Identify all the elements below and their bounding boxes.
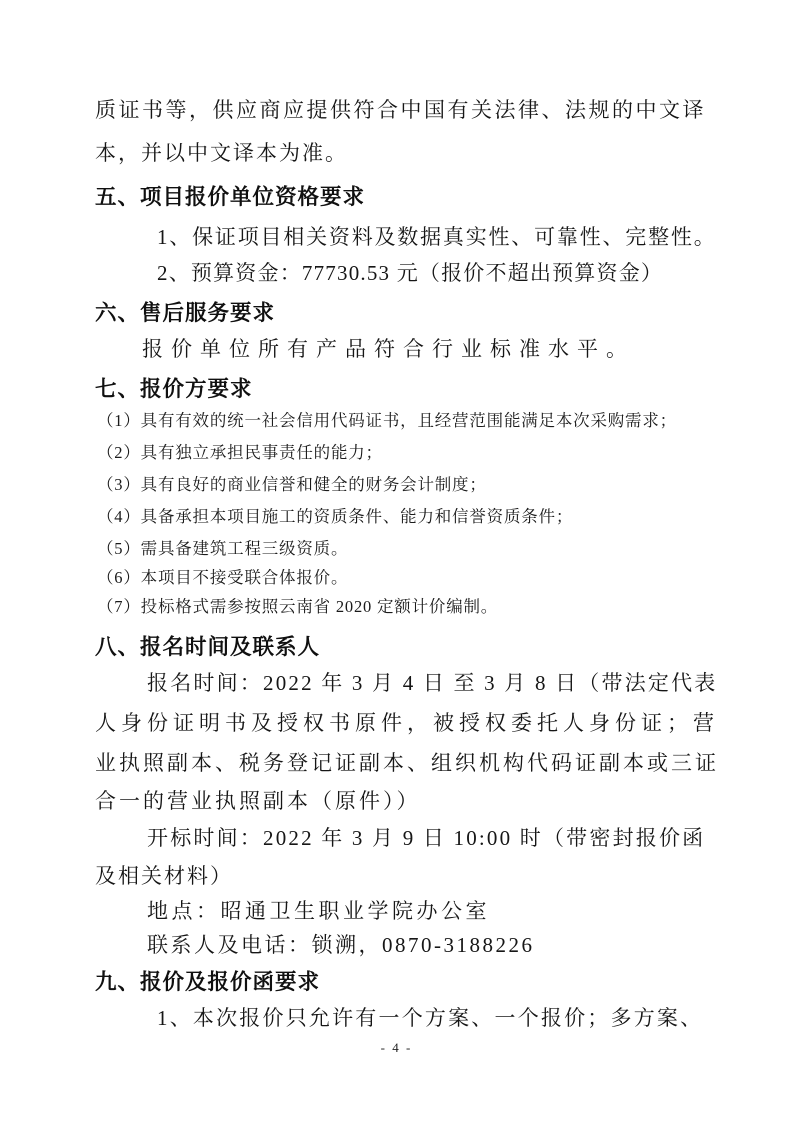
list-item: （7）投标格式需参按照云南省 2020 定额计价编制。 [97,597,499,616]
paragraph-line-contact: 联系人及电话：锁溯，0870-3188226 [147,933,535,957]
section-heading-8: 八、报名时间及联系人 [95,635,321,659]
paragraph-line: 报价单位所有产品符合行业标准水平。 [142,337,635,361]
paragraph-line: 质证书等，供应商应提供符合中国有关法律、法规的中文译 [95,98,706,122]
numbered-item: 1、本次报价只允许有一个方案、一个报价；多方案、 [157,1006,704,1030]
list-item: （5）需具备建筑工程三级资质。 [97,539,349,558]
list-item: （6）本项目不接受联合体报价。 [97,568,349,587]
section-heading-7: 七、报价方要求 [95,377,253,401]
page-number: - 4 - [380,1040,413,1055]
list-item: （3）具有良好的商业信誉和健全的财务会计制度； [97,475,487,494]
paragraph-line: 及相关材料） [95,864,233,888]
paragraph-line: 本，并以中文译本为准。 [95,141,348,165]
paragraph-line: 人身份证明书及授权书原件，被授权委托人身份证；营 [95,711,719,735]
list-item: （2）具有独立承担民事责任的能力； [97,443,383,462]
paragraph-line: 业执照副本、税务登记证副本、组织机构代码证副本或三证 [95,751,719,775]
numbered-item: 1、保证项目相关资料及数据真实性、可靠性、完整性。 [157,225,717,249]
paragraph-line-location: 地点：昭通卫生职业学院办公室 [147,899,490,923]
list-item: （4）具备承担本项目施工的资质条件、能力和信誉资质条件； [97,507,574,526]
numbered-item-budget: 2、预算资金：77730.53 元（报价不超出预算资金） [157,261,664,285]
section-heading-5: 五、项目报价单位资格要求 [95,185,366,209]
paragraph-line: 合一的营业执照副本（原件）） [95,789,421,813]
section-heading-6: 六、售后服务要求 [95,301,276,325]
paragraph-line-opening-time: 开标时间：2022 年 3 月 9 日 10:00 时（带密封报价函 [147,826,706,850]
section-heading-9: 九、报价及报价函要求 [95,970,321,994]
list-item: （1）具有有效的统一社会信用代码证书，且经营范围能满足本次采购需求； [97,411,677,430]
paragraph-line-registration-time: 报名时间：2022 年 3 月 4 日 至 3 月 8 日（带法定代表 [147,671,718,695]
